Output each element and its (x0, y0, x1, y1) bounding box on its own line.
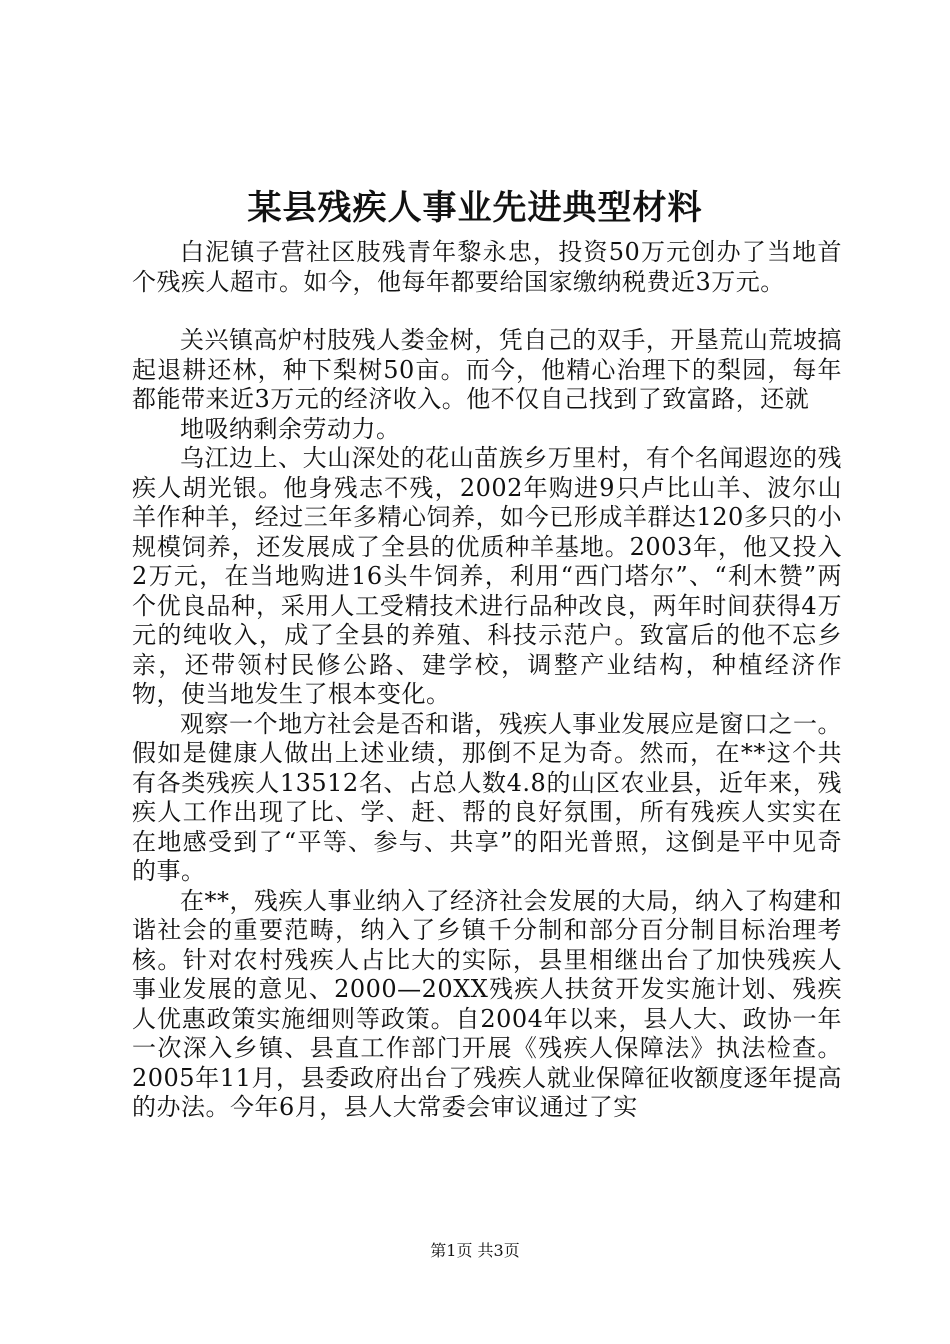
paragraph-continuation: 地吸纳剩余劳动力。 (180, 414, 401, 443)
paragraph-lou-jinshu: 关兴镇高炉村肢残人娄金树，凭自己的双手，开垦荒山荒坡搞起退耕还林，种下梨树50亩。而今，他精心治理下的梨园，每年都能带来近3万元的经济收入。他不仅自己找到了致富路，还就 (132, 326, 842, 413)
page-footer: 第1页 共3页 (430, 1241, 520, 1260)
paragraph-li-yongzhong: 白泥镇子营社区肢残青年黎永忠，投资50万元创办了当地首个残疾人超市。如今，他每年都要给国家缴纳税费近3万元。 (132, 238, 842, 296)
document-body (132, 238, 842, 1123)
paragraph-policy-measures: 在**，残疾人事业纳入了经济社会发展的大局，纳入了构建和谐社会的重要范畴，纳入了乡镇千分制和部分百分制目标治理考核。针对农村残疾人占比大的实际，县里相继出台了加快残疾人事业发展的意见、2000—20XX残疾人扶贫开发实施计划、残疾人优惠政策实施细则等政策。自2004年以来，县人大、政协一年一次深入乡镇、县直工作部门开展《残疾人保障法》执法检查。2005年11月，县委政府出台了残疾人就业保障征收额度逐年提高的办法。今年6月，县人大常委会审议通过了实 (132, 886, 842, 1121)
document-title: 某县残疾人事业先进典型材料 (247, 188, 703, 228)
paragraph-hu-guangyin: 乌江边上、大山深处的花山苗族乡万里村，有个名闻遐迩的残疾人胡光银。他身残志不残，2002年购进9只卢比山羊、波尔山羊作种羊，经过三年多精心饲养，如今已形成羊群达120多只的小规模饲养，还发展成了全县的优质种羊基地。2003年，他又投入2万元，在当地购进16头牛饲养，利用“西门塔尔”、“利木赞”两个优良品种，采用人工受精技术进行品种改良，两年时间获得4万元的纯收入，成了全县的养殖、科技示范户。致富后的他不忘乡亲，还带领村民修公路、建学校，调整产业结构，种植经济作物，使当地发生了根本变化。 (132, 444, 842, 708)
paragraph-harmony-observation: 观察一个地方社会是否和谐，残疾人事业发展应是窗口之一。假如是健康人做出上述业绩，那倒不足为奇。然而，在**这个共有各类残疾人13512名、占总人数4.8的山区农业县，近年来，残疾人工作出现了比、学、赶、帮的良好氛围，所有残疾人实实在在地感受到了“平等、参与、共享”的阳光普照，这倒是平中见奇的事。 (132, 709, 842, 885)
